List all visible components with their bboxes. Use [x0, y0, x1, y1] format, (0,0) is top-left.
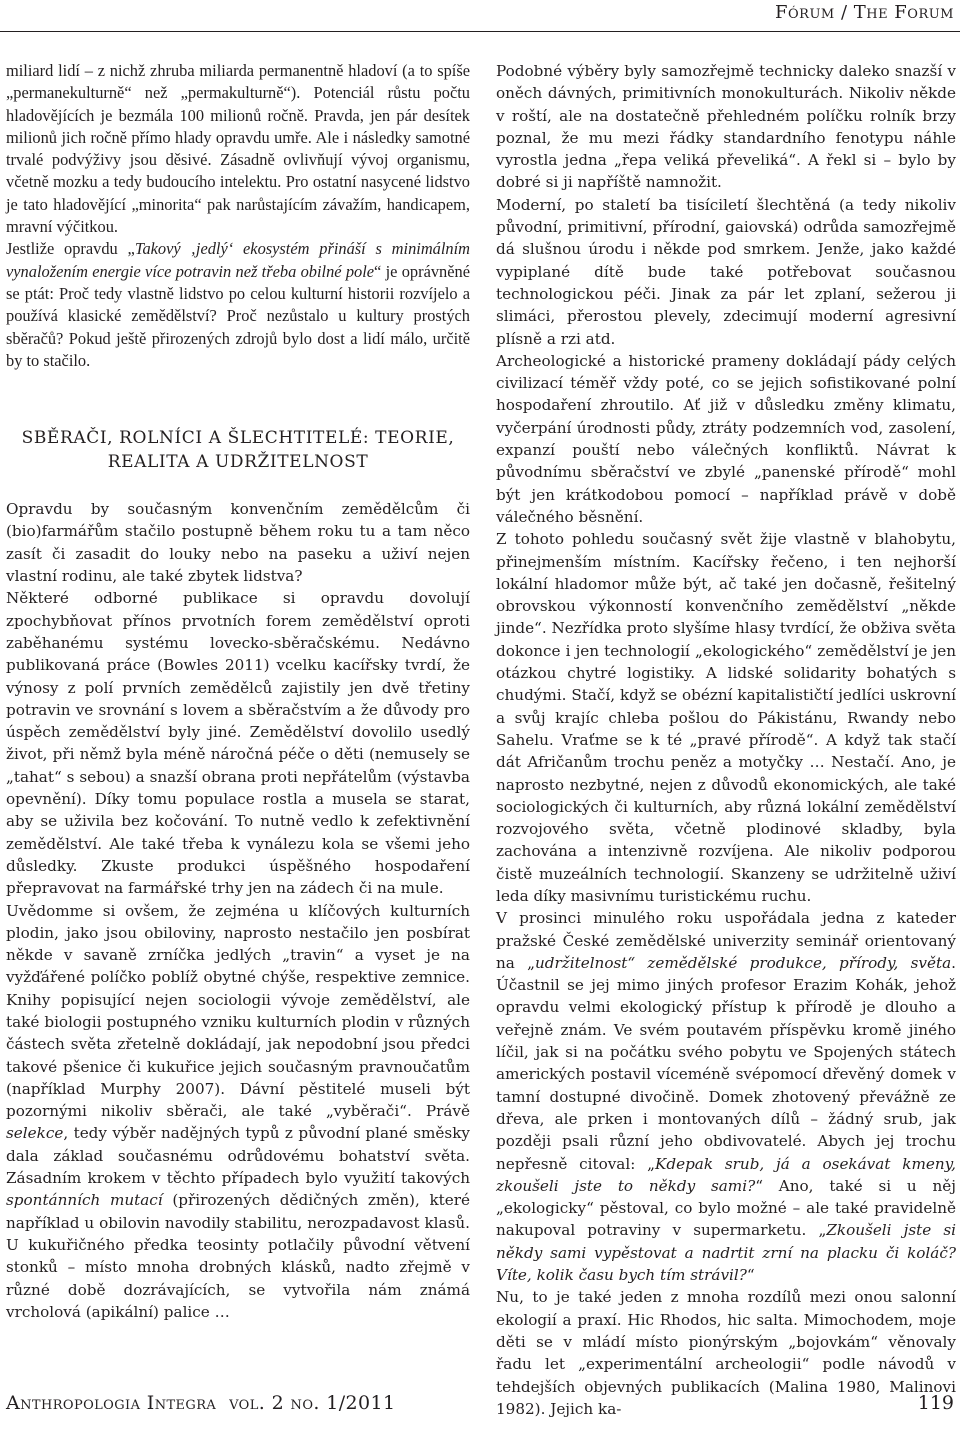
footer-journal — [6, 1392, 396, 1414]
section-heading-line-1: SBĚRAČI, ROLNÍCI A ŠLECHTITELÉ: TEORIE, — [21, 428, 455, 449]
p5-text-c: (přirozených dědičných změn), které například u obilovin navodily stabilitu, nerozpadavost klasů. U kukuřičného předka teosinty potlačily původní větvení stonků – místo mnoha drobných klásků, nadto zřejmě v různé době dozrávajících, se vytvořila nám známá vrcholová (apikální) palice … — [6, 1191, 471, 1321]
p5-text-a: Uvědomme si ovšem, že zejména u klíčových kulturních plodin, jako jsou obiloviny, naprosto nestačilo jen posbírat někde v savaně zrníčka jedlých „travin“ a vyset je na vyžďářené políčko poblíž obytné chýše, respektive zemnice. Knihy popisující nejen sociologii vývoje zemědělství, ale také biologii postupného vzniku kulturních plodin v různých částech světa zřetelně dokládají, jak nepodobní jsou předci takové pšenice či kukuřice jejich současným pravnoučatům (například Murphy 2007). Dávní pěstitelé museli být pozornými nikoliv sběrači, ale také „vyběrači“. Právě — [6, 901, 470, 1121]
paragraph-seminar — [496, 907, 956, 1286]
paragraph-monocultures: Podobné výběry byly samozřejmě technicky daleko snazší v oněch dávných, primitivních monokulturách. Nikoliv někde v roští, ale na dostatečně přehledném políčku rolník brzy poznal, že mu mezi řádky standardního fenotypu náhle vyrostla jedna „řepa veliká převeliká“. A řekl si – bylo by dobré si ji napříště namnožit. — [496, 62, 956, 192]
journal-volume: vol. 2 no. 1/2011 — [229, 1392, 396, 1414]
journal-name: Anthropologia Integra — [6, 1392, 217, 1414]
right-column — [496, 60, 956, 1420]
p5-text-b: , tedy výběr nadějných typů z původní plané směsky dala základ současnému odrůdovému bohatství světa. Zásadním krokem v těchto případech bylo využití takových — [6, 1124, 470, 1188]
paragraph-civilizations: Archeologické a historické prameny dokládají pády celých civilizací téměř vždy poté, co se jejich sofistikované polní hospodaření zhroutilo. Ať již v důsledku změny klimatu, vyčerpání úrodnosti půdy, ztráty podzemních vod, zasolení, expanzí pouští nebo válečných konfliktů. Návrat k původnímu sběračství ve zbylé „panenské přírodě“ mohl být jen krátkodobou pomocí – například právě v době válečného běsnění. — [496, 351, 956, 526]
p5-italic-selekce: selekce — [6, 1124, 64, 1143]
p2-quote-italic: Takový ‚jedlý‘ ekosystém přináší s minimálním vynaložením energie více potravin než třeba obilné pole — [6, 239, 470, 281]
paragraph-hunger: miliard lidí – z nichž zhruba miliarda permanentně hladoví (a to spíše „permanekulturně“ než „permakulturně“). Potenciál růstu počtu hladovějících je bezmála 100 milionů ročně. Pravda, jen pár desítek milionů jich ročně přímo hlady opravdu umře. Ale i následky samotné trvalé podvýživy jsou děsivé. Zásadně ovlivňují vývoj organismu, včetně mozku a tedy budoucího intelektu. Pro ostatní nasycené lidstvo je tato hladovějící „minorita“ pak narůstajícím závažím, handicapem, mravní výčitkou. — [6, 61, 470, 237]
p2-open-quote: „ — [127, 239, 135, 259]
paragraph-welfare: Z tohoto pohledu současný svět žije vlastně v blahobytu, přinejmenším místním. Kacířsky řečeno, i ten nejhorší lokální hladomor může být, ač také jen dočasně, řešitelný obrovskou výkonností konvenčního zemědělství „někde jinde“. Nezřídka proto slyšíme hlasy tvrdící, že obživa světa dokonce i jen technologií „ekologického“ zemědělství je jen otázkou chytré logistiky. A lidské solidarity bohatých s chudými. Stačí, když se obézní kapitalističtí jedlíci uskrovní a svůj krajíc chleba pošlou do Pákistánu, Rwandy nebo Sahelu. Vraťme se k té „pravé přírodě“. A když tak stačí dát Afričanům trochu peněz a motyčky … Nestačí. Ano, je naprosto nezbytné, nejen z důvodů ekonomických, ale také sociologických či kulturních, aby různá lokální zemědělství rozvojového světa, včetně plodinové skladby, byla zachována a intenzivně rozvíjena. Ale nikoliv podporou čistě muzeálních technologií. Skanzeny se udržitelně uživí leda díky masivnímu turistickému ruchu. — [496, 530, 956, 905]
r5-text-a: V prosinci minulého roku uspořádala jedna z kateder pražské České zemědělské univerzity seminář orientovaný na „ — [496, 909, 956, 972]
left-column — [6, 60, 470, 1323]
paragraph-edible-ecosystem — [6, 238, 470, 372]
paragraph-selection — [6, 900, 470, 1324]
r5-text-d: “ — [746, 1266, 755, 1285]
running-title: Fórum / The Forum — [775, 2, 954, 23]
r5-text-b: . Účastnil se jej mimo jiných profesor Erazim Kohák, jehož opravdu velmi ekologický přístup k přírodě je dlouho a veřejně znám. Ve svém poutavém příspěvku kromě jiného líčil, jak si na počátku svého pobytu ve Spojených státech amerických postavil víceméně svépomocí dřevěný domek v tamní dostupné divočině. Domek zhotovený převážně ze dřeva, ale prken i montovaných dílů – žádný srub, jak později psali různí jeho obdivovatelé. Abych jej trochu nepřesně citoval: „ — [496, 953, 956, 1173]
r5-italic-3: Zkoušeli jste si někdy sami vypěstovat a nadrtit zrní na placku či koláč? Víte, kolik času bych tím strávil? — [496, 1221, 956, 1285]
r5-italic-2: Kdepak srub, já a osekávat kmeny, zkoušeli jste to někdy sami? — [496, 1154, 956, 1195]
header-rule — [0, 31, 960, 32]
section-heading-line-2: REALITA A UDRŽITELNOST — [107, 452, 369, 473]
page-number: 119 — [917, 1392, 954, 1414]
section-heading — [6, 426, 470, 474]
paragraph-bowles: Některé odborné publikace si opravdu dovolují zpochybňovat přínos prvotních forem zemědělství oproti zaběhanému systému lovecko-sběračskému. Nedávno publikovaná práce (Bowles 2011) vcelku kacířsky tvrdí, že výnosy z polí prvních zemědělců zajistily jen dvě třetiny potravin ve srovnání s lovem a sběračstvím a že důvody pro úspěch zemědělství byly jiné. Zemědělství dovolilo usedlý život, při němž byla méně náročná péče o děti (nemusely se „tahat“ s sebou) a snazší obrana proti nepřátelům (výstavba opevnění). Díky tomu populace rostla a musela se starat, aby se uživila bez kočování. To nutně vedlo k zefektivnění zemědělství. Ale také třeba k vynálezu kola se všemi jeho důsledky. Zkuste produkci úspěšného hospodaření přepravovat na farmářské trhy jen na zádech či na mule. — [6, 589, 470, 898]
r5-text-c: “ Ano, také si u něj „ekologicky“ pěstoval, co bylo možné – ale také pravidelně nakupoval potraviny v supermarketu. „ — [496, 1176, 956, 1240]
r5-italic-1: udržitelnost“ zemědělské produkce, přírody, světa — [534, 953, 952, 972]
paragraph-farmers-question: Opravdu by současným konvenčním zemědělcům či (bio)farmářům stačilo postupně během roku tu a tam něco zasít či zasadit do louky nebo na paseku a uživí nejen vlastní rodinu, ale také zbytek lidstva? — [6, 500, 470, 586]
p5-italic-mutace: spontánních mutací — [6, 1191, 163, 1210]
paragraph-salon-ecology: Nu, to je také jeden z mnoha rozdílů mezi onou salonní ekologií a praxí. Hic Rhodos, hic salta. Mimochodem, moje děti se v mládí místo pionýrským „bojovkám“ věnovaly řadu let „experimentální archeologii“ podle návodů v tehdejších objevných publikacích (Malina 1980, Malinovi 1982). Jejich ka- — [496, 1288, 956, 1418]
paragraph-modern-variety: Moderní, po staletí ba tisíciletí šlechtěná (a tedy nikoliv původní, primitivní, přírodní, gaiovská) odrůda samozřejmě dá slušnou úrodu i někde pod smrkem. Jenže, jako každé vypiplané dítě bude také potřebovat současnou technologickou péči. Jinak za pár let zplaní, sežerou ji slimáci, přerostou plevely, zdecimují moderní agresivní plísně a rzi atd. — [496, 195, 956, 348]
p2-text-end: “ je oprávněné se ptát: Proč tedy vlastně lidstvo po celou kulturní historii rozvíjelo a používá klasické zemědělství? Proč nezůstalo u kultury prostých sběračů? Pokud ještě přirozených zdrojů bylo dost a lidí málo, určitě by to stačilo. — [6, 261, 470, 370]
p2-text-start: Jestliže opravdu — [6, 239, 128, 259]
page-footer — [0, 1388, 960, 1428]
running-header — [0, 0, 960, 30]
